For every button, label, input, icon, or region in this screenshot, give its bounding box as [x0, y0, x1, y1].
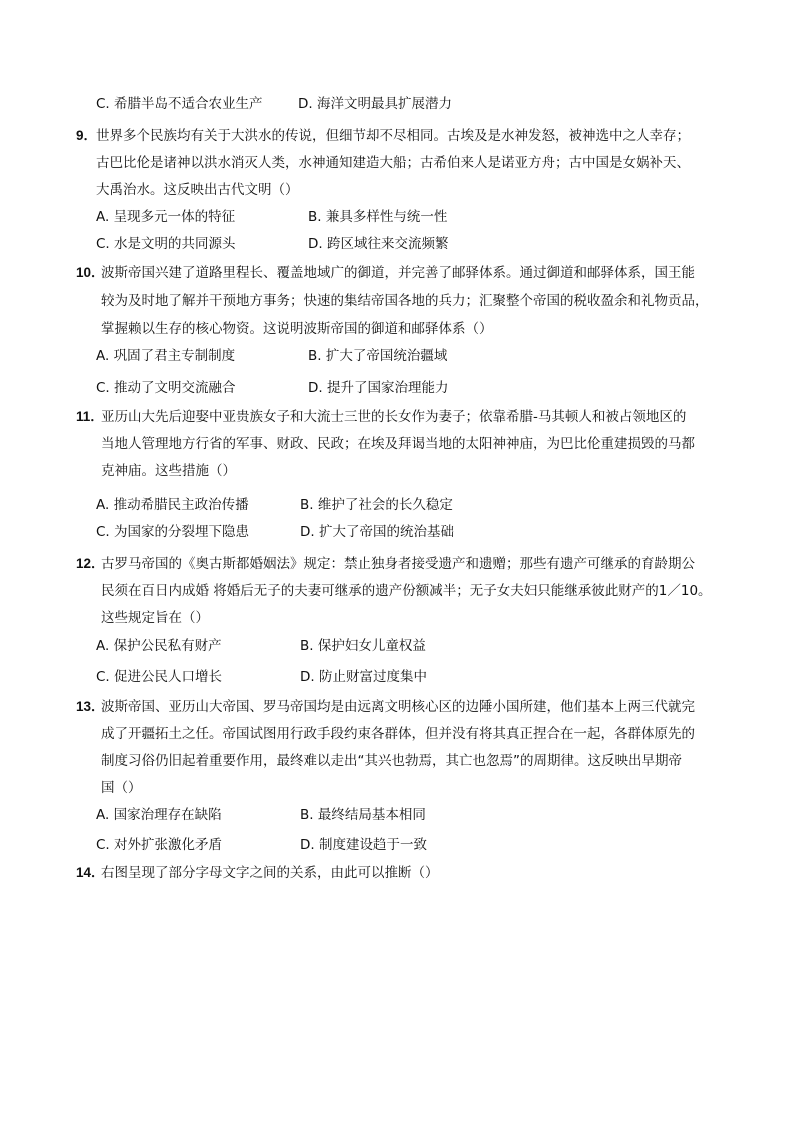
- q11-option-d: D. 扩大了帝国的统治基础: [300, 524, 454, 540]
- q10-number: 10．: [76, 265, 105, 280]
- q11-option-a: A. 推动希腊民主政治传播: [96, 497, 249, 513]
- q10-option-b: B. 扩大了帝国统治疆域: [308, 348, 448, 364]
- q13-option-c: C. 对外扩张激化矛盾: [96, 837, 223, 853]
- q13-number: 13．: [76, 699, 105, 714]
- q9-option-d: D. 跨区域往来交流频繁: [308, 236, 449, 252]
- q12-stem-line-3: 这些规定旨在（）: [101, 610, 209, 626]
- q9-option-a: A. 呈现多元一体的特征: [96, 209, 236, 225]
- q12-stem-line-1: 古罗马帝国的《奥古斯都婚姻法》规定：禁止独身者接受遗产和遗赠；那些有遗产可继承的育龄期公: [101, 556, 695, 572]
- q14-number: 14．: [76, 865, 105, 880]
- q8-option-d: D. 海洋文明最具扩展潜力: [298, 96, 452, 112]
- q10-stem-line-2: 较为及时地了解并干预地方事务；快速的集结帝国各地的兵力；汇聚整个帝国的税收盈余和礼物贡品，: [101, 293, 709, 309]
- q12-option-b: B. 保护妇女儿童权益: [300, 638, 426, 654]
- q10-option-d: D. 提升了国家治理能力: [308, 380, 449, 396]
- q11-stem-line-3: 克神庙。这些措施（）: [101, 463, 236, 479]
- q11-stem-line-1: 亚历山大先后迎娶中亚贵族女子和大流士三世的长女作为妻子；依靠希腊-马其顿人和被占领地区的: [101, 409, 687, 425]
- q13-stem-line-3: 制度习俗仍旧起着重要作用，最终难以走出“其兴也勃焉，其亡也忽焉”的周期律。这反映出早期帝: [101, 753, 682, 769]
- q12-stem-line-2: 民须在百日内成婚 将婚后无子的夫妻可继承的遗产份额减半；无子女夫妇只能继承彼此财产的1／10。: [101, 583, 712, 599]
- q11-stem-line-2: 当地人管理地方行省的军事、财政、民政；在埃及拜谒当地的太阳神神庙，为巴比伦重建损毁的马都: [101, 436, 695, 452]
- q13-option-b: B. 最终结局基本相同: [300, 807, 426, 823]
- q13-option-a: A. 国家治理存在缺陷: [96, 807, 222, 823]
- q11-number: 11．: [76, 409, 104, 424]
- q12-option-c: C. 促进公民人口增长: [96, 669, 223, 685]
- q10-stem-line-3: 掌握赖以生存的核心物资。这说明波斯帝国的御道和邮驿体系（）: [101, 321, 493, 337]
- q13-stem-line-1: 波斯帝国、亚历山大帝国、罗马帝国均是由远离文明核心区的边陲小国所建，他们基本上两三代就完: [101, 699, 695, 715]
- q11-option-c: C. 为国家的分裂埋下隐患: [96, 524, 250, 540]
- q10-option-a: A. 巩固了君主专制制度: [96, 348, 236, 364]
- q10-stem-line-1: 波斯帝国兴建了道路里程长、覆盖地域广的御道，并完善了邮驿体系。通过御道和邮驿体系，国王能: [101, 265, 695, 281]
- q12-option-a: A. 保护公民私有财产: [96, 638, 222, 654]
- q9-stem-line-2: 古巴比伦是诸神以洪水消灭人类，水神通知建造大船；古希伯来人是诺亚方舟；古中国是女娲补天、: [96, 155, 690, 171]
- q12-number: 12．: [76, 556, 105, 571]
- q13-option-d: D. 制度建设趋于一致: [300, 837, 427, 853]
- q9-stem-line-3: 大禹治水。这反映出古代文明（）: [96, 182, 299, 198]
- q9-number: 9．: [76, 128, 98, 143]
- q11-option-b: B. 维护了社会的长久稳定: [300, 497, 453, 513]
- q9-stem-line-1: 世界多个民族均有关于大洪水的传说，但细节却不尽相同。古埃及是水神发怒，被神选中之人幸存；: [96, 128, 690, 144]
- q9-option-b: B. 兼具多样性与统一性: [308, 209, 448, 225]
- q9-option-c: C. 水是文明的共同源头: [96, 236, 236, 252]
- q13-stem-line-2: 成了开疆拓土之任。帝国试图用行政手段约束各群体，但并没有将其真正捏合在一起，各群体原先的: [101, 726, 695, 742]
- q8-option-c: C. 希腊半岛不适合农业生产: [96, 96, 263, 112]
- q13-stem-line-4: 国（）: [101, 780, 142, 796]
- q14-stem-line-1: 右图呈现了部分字母文字之间的关系，由此可以推断（）: [101, 865, 439, 881]
- q10-option-c: C. 推动了文明交流融合: [96, 380, 236, 396]
- q12-option-d: D. 防止财富过度集中: [300, 669, 427, 685]
